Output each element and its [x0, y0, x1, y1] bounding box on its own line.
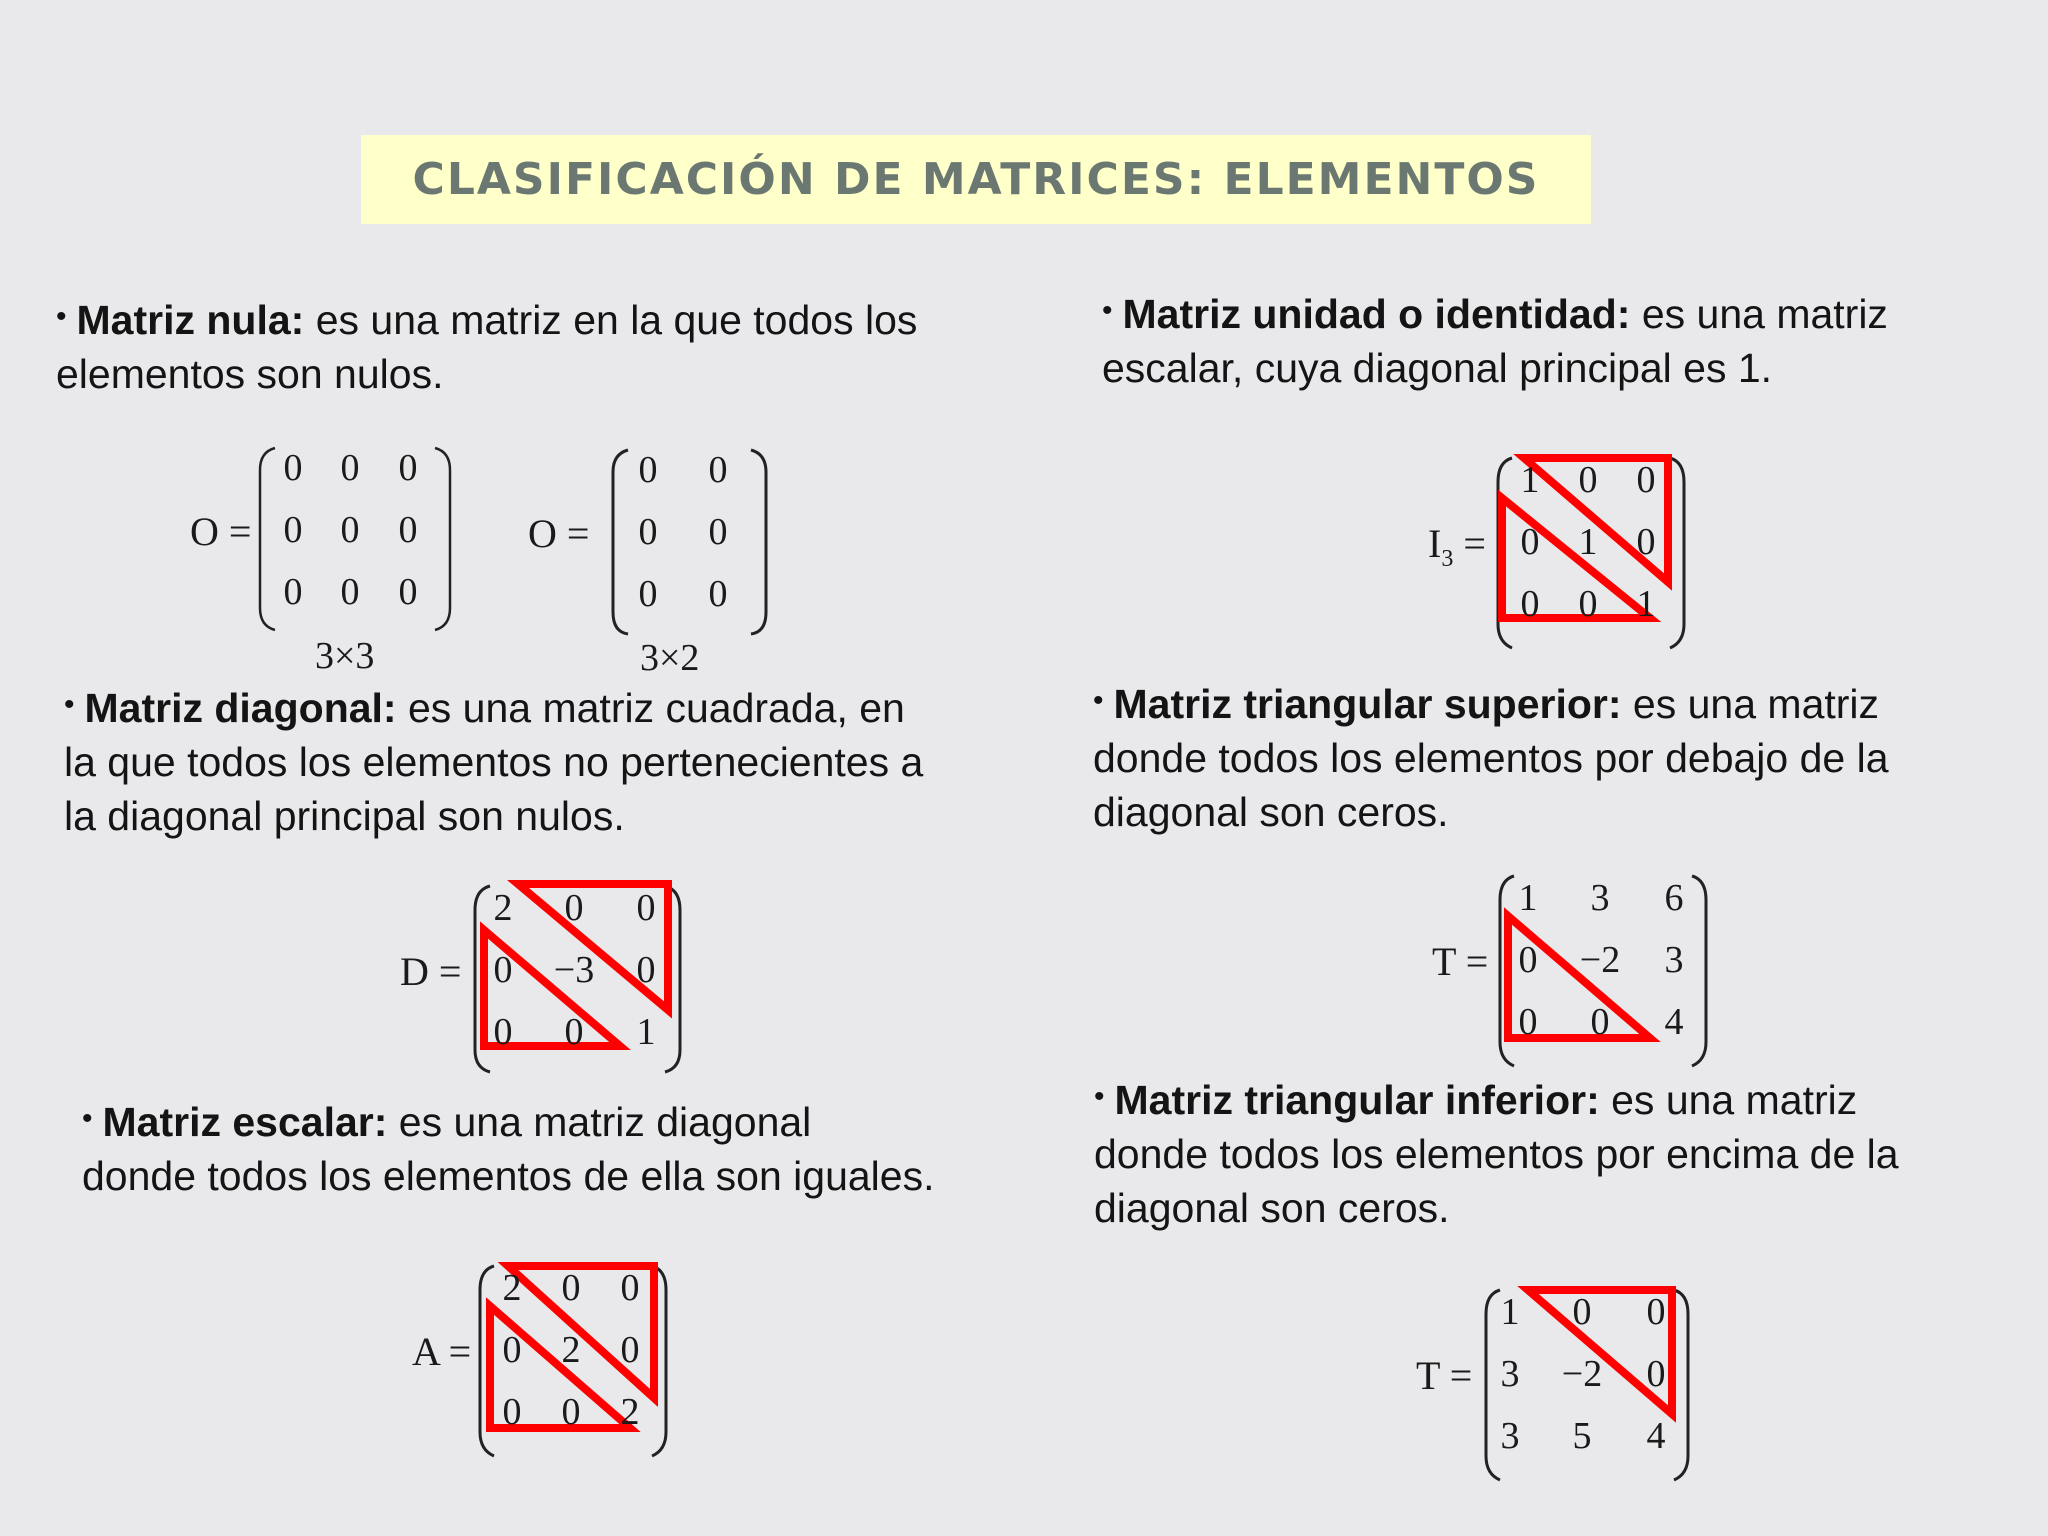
matrix-label: $I_3$ = [1428, 521, 1486, 572]
matrix-cell: 0 [398, 509, 418, 551]
matrix-cell: 0 [1520, 521, 1540, 563]
matrix-cell: 0 [564, 887, 584, 929]
bullet-icon: • [64, 688, 75, 721]
matrix-cell: 1 [1578, 521, 1598, 563]
matrix-cell: 0 [620, 1329, 640, 1371]
matrix-dimension: 3×3 [315, 635, 375, 677]
matrix-cell: 0 [340, 509, 360, 551]
matrix-cell: −2 [1579, 939, 1621, 981]
term-tri-inf: Matriz triangular inferior: [1114, 1077, 1600, 1123]
matrix-cell: 0 [398, 571, 418, 613]
matrix-label: D = [400, 949, 462, 994]
matrix-cell: 0 [620, 1267, 640, 1309]
section-diagonal: • Matriz diagonal: es una matriz cuadrada, en la que todos los elementos no pertenecientes a la diagonal principal son nulos. [64, 685, 924, 839]
matrix-cell: 0 [1636, 521, 1656, 563]
matrix-cell: 1 [1520, 459, 1540, 501]
matrix-cell: 2 [561, 1329, 581, 1371]
matrix-cell: 0 [493, 949, 513, 991]
matrix-dimension: 3×2 [640, 637, 700, 679]
matrix-label: T = [1416, 1353, 1473, 1398]
matrix-cell: 0 [1520, 583, 1540, 625]
matrix-label: O = [528, 511, 590, 556]
matrix-cell: 0 [1518, 939, 1538, 981]
matrix-cell: 0 [1590, 1001, 1610, 1043]
matrix-cell: 3 [1664, 939, 1684, 981]
term-diagonal: Matriz diagonal: [84, 685, 397, 731]
section-tri-inf: • Matriz triangular inferior: es una matriz donde todos los elementos por encima de la diagonal son ceros. [1094, 1077, 1899, 1231]
bullet-icon: • [56, 300, 67, 333]
matrix-cell: 0 [708, 449, 728, 491]
section-identidad: • Matriz unidad o identidad: es una matriz escalar, cuya diagonal principal es 1. [1102, 291, 1888, 391]
matrix-cell: 6 [1664, 877, 1684, 919]
page-title: CLASIFICACIÓN DE MATRICES: ELEMENTOS [412, 154, 1540, 205]
matrix-cell: 0 [638, 573, 658, 615]
matrix-cell: 0 [340, 571, 360, 613]
matrix-cell: 1 [1636, 583, 1656, 625]
matrix-cell: 3 [1590, 877, 1610, 919]
matrix-cell: 0 [561, 1391, 581, 1433]
matrix-cell: 0 [1518, 1001, 1538, 1043]
matrix-cell: 0 [638, 449, 658, 491]
matrix-cell: 0 [1572, 1291, 1592, 1333]
matrix-cell: 0 [1578, 583, 1598, 625]
matrix-cell: 3 [1500, 1415, 1520, 1457]
matrix-cell: −3 [553, 949, 595, 991]
matrix-cell: 0 [1646, 1353, 1666, 1395]
matrix-cell: 0 [561, 1267, 581, 1309]
matrix-cell: 1 [636, 1011, 656, 1053]
bullet-icon: • [1102, 294, 1113, 327]
matrix-cell: 0 [1578, 459, 1598, 501]
matrix-cell: 0 [283, 571, 303, 613]
matrix-cell: 2 [502, 1267, 522, 1309]
bullet-icon: • [1093, 684, 1104, 717]
matrix-cell: 0 [493, 1011, 513, 1053]
matrix-cell: 0 [283, 509, 303, 551]
matrix-cell: 2 [493, 887, 513, 929]
matrix-cell: 1 [1518, 877, 1538, 919]
matrix-cell: 0 [636, 949, 656, 991]
matrix-cell: 0 [708, 573, 728, 615]
matrix-cell: 1 [1500, 1291, 1520, 1333]
term-nula: Matriz nula: [76, 297, 305, 343]
title-box [361, 135, 1591, 224]
matrix-cell: 0 [1636, 459, 1656, 501]
term-escalar: Matriz escalar: [102, 1099, 388, 1145]
matrix-cell: −2 [1561, 1353, 1603, 1395]
matrix-cell: 0 [564, 1011, 584, 1053]
section-tri-sup: • Matriz triangular superior: es una matriz donde todos los elementos por debajo de la diagonal son ceros. [1093, 681, 1889, 835]
matrix-cell: 0 [708, 511, 728, 553]
matrix-cell: 2 [620, 1391, 640, 1433]
matrix-cell: 3 [1500, 1353, 1520, 1395]
section-nula: • Matriz nula: es una matriz en la que todos los elementos son nulos. [56, 297, 918, 397]
section-escalar: • Matriz escalar: es una matriz diagonal donde todos los elementos de ella son iguales. [82, 1099, 935, 1199]
matrix-label: T = [1432, 939, 1489, 984]
matrix-cell: 4 [1664, 1001, 1684, 1043]
matrix-cell: 0 [1646, 1291, 1666, 1333]
bullet-icon: • [82, 1102, 93, 1135]
bullet-icon: • [1094, 1080, 1105, 1113]
matrix-cell: 0 [502, 1391, 522, 1433]
matrix-cell: 5 [1572, 1415, 1592, 1457]
matrix-cell: 0 [636, 887, 656, 929]
term-tri-sup: Matriz triangular superior: [1113, 681, 1622, 727]
matrix-label: O = [190, 509, 252, 554]
matrix-cell: 0 [283, 447, 303, 489]
matrix-label: A = [412, 1329, 472, 1374]
matrix-cell: 0 [638, 511, 658, 553]
matrix-cell: 4 [1646, 1415, 1666, 1457]
matrix-cell: 0 [398, 447, 418, 489]
term-identidad: Matriz unidad o identidad: [1122, 291, 1631, 337]
matrix-cell: 0 [502, 1329, 522, 1371]
matrix-cell: 0 [340, 447, 360, 489]
